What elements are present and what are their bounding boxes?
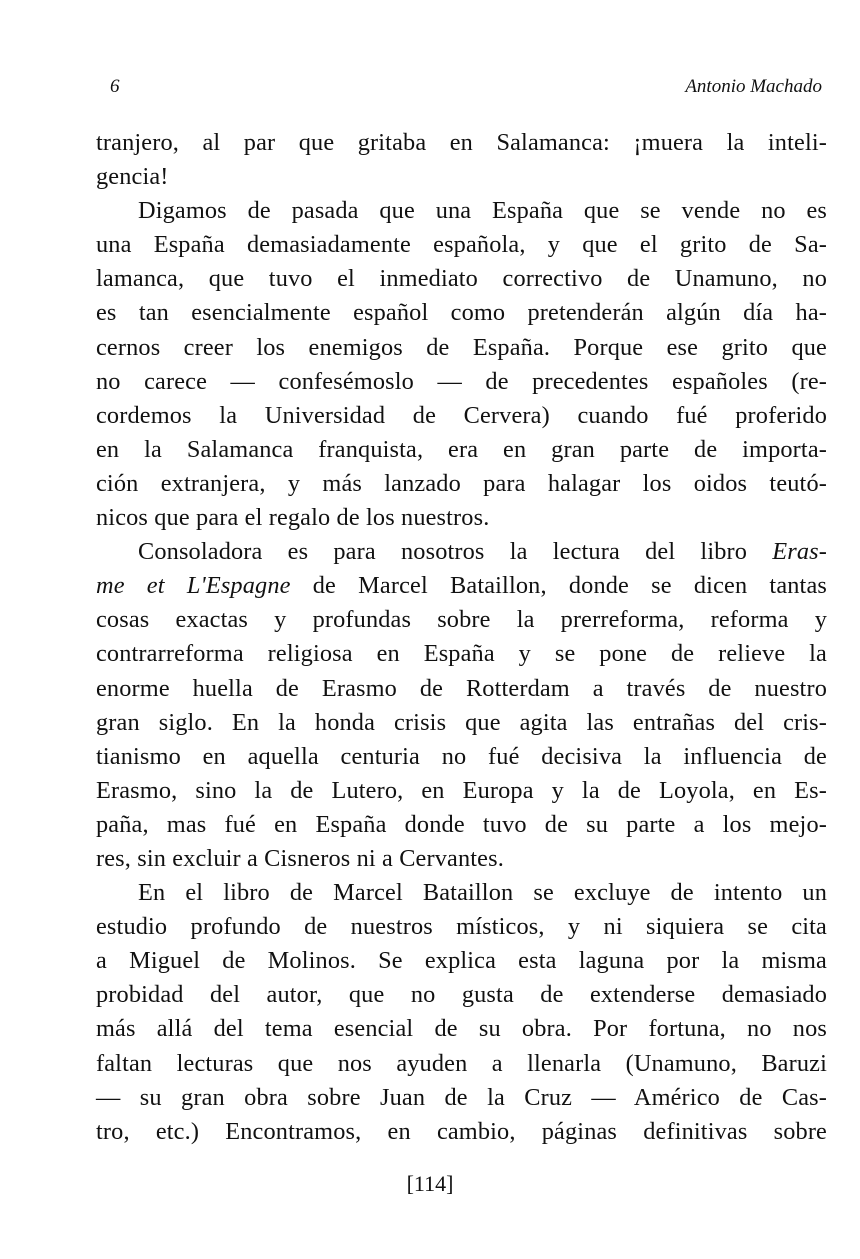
text-line: [96, 1012, 827, 1046]
line-text: Consoladora es para nosotros la lectura del libro: [138, 538, 773, 566]
text-line: [96, 842, 827, 876]
line-text: tianismo en aquella centuria no fué decisiva la influencia de: [96, 742, 827, 770]
text-line: [96, 740, 827, 774]
line-text: a Miguel de Molinos. Se explica esta laguna por la misma: [96, 947, 827, 975]
line-text: cordemos la Universidad de Cervera) cuando fué proferido: [96, 401, 827, 429]
text-line: [96, 706, 827, 740]
page-header: [96, 76, 822, 106]
text-line: [96, 365, 827, 399]
line-text: no carece — confesémoslo — de precedentes españoles (re-: [96, 367, 827, 395]
line-text: es tan esencialmente español como pretenderán algún día ha-: [96, 299, 827, 327]
line-text: cernos creer los enemigos de España. Porque ese grito que: [96, 333, 827, 361]
line-text: una España demasiadamente española, y que el grito de Sa-: [96, 231, 827, 259]
line-text: paña, mas fué en España donde tuvo de su parte a los mejo-: [96, 810, 827, 838]
line-text: en la Salamanca franquista, era en gran parte de importa-: [96, 435, 827, 463]
text-line: [96, 535, 827, 569]
line-text: de Marcel Bataillon, donde se dicen tantas: [290, 572, 827, 600]
text-line: [96, 433, 827, 467]
text-line: [96, 160, 827, 194]
italic-title: Eras-: [772, 538, 827, 566]
text-line: [96, 944, 827, 978]
line-text: En el libro de Marcel Bataillon se excluye de intento un: [138, 879, 827, 907]
line-text: res, sin excluir a Cisneros ni a Cervantes.: [96, 844, 504, 872]
text-line: [96, 808, 827, 842]
line-text: estudio profundo de nuestros místicos, y ni siquiera se cita: [96, 913, 827, 941]
line-text: ción extranjera, y más lanzado para halagar los oidos teutó-: [96, 469, 827, 497]
line-text: gran siglo. En la honda crisis que agita las entrañas del cris-: [96, 708, 827, 736]
line-text: — su gran obra sobre Juan de la Cruz — Américo de Cas-: [96, 1083, 827, 1111]
text-line: [96, 672, 827, 706]
text-line: [96, 603, 827, 637]
folio: [114]: [406, 1171, 454, 1196]
text-line: [96, 194, 827, 228]
text-line: [96, 399, 827, 433]
line-text: cosas exactas y profundas sobre la prerreforma, reforma y: [96, 606, 827, 634]
running-head: Antonio Machado: [685, 76, 822, 97]
text-line: [96, 1047, 827, 1081]
line-text: probidad del autor, que no gusta de extenderse demasiado: [96, 981, 827, 1009]
line-text: más allá del tema esencial de su obra. Por fortuna, no nos: [96, 1015, 827, 1043]
line-text: Erasmo, sino la de Lutero, en Europa y la de Loyola, en Es-: [96, 776, 827, 804]
line-text: tranjero, al par que gritaba en Salamanca: ¡muera la inteli-: [96, 129, 827, 156]
text-line: [96, 910, 827, 944]
line-text: nicos que para el regalo de los nuestros.: [96, 504, 490, 532]
line-text: Digamos de pasada que una España que se vende no es: [138, 197, 827, 225]
text-line: [96, 501, 827, 535]
line-text: contrarreforma religiosa en España y se pone de relieve la: [96, 640, 827, 668]
line-text: faltan lecturas que nos ayuden a llenarla (Unamuno, Baruzi: [96, 1049, 827, 1077]
text-line: [96, 331, 827, 365]
text-line: [96, 228, 827, 262]
text-line: [96, 637, 827, 671]
line-text: tro, etc.) Encontramos, en cambio, páginas definitivas sobre: [96, 1117, 827, 1145]
line-text: lamanca, que tuvo el inmediato correctivo de Unamuno, no: [96, 265, 827, 293]
text-line: [96, 569, 827, 603]
text-line: [96, 262, 827, 296]
line-text: enorme huella de Erasmo de Rotterdam a través de nuestro: [96, 674, 827, 702]
text-line: [96, 774, 827, 808]
line-text: gencia!: [96, 163, 169, 191]
text-line: [96, 126, 827, 160]
body-text: [96, 126, 827, 1149]
page-number: 6: [110, 76, 120, 97]
italic-title: me et L'Espagne: [96, 572, 291, 600]
text-line: [96, 1081, 827, 1115]
text-line: [96, 296, 827, 330]
text-line: [96, 1115, 827, 1149]
text-line: [96, 978, 827, 1012]
text-line: [96, 876, 827, 910]
text-line: [96, 467, 827, 501]
